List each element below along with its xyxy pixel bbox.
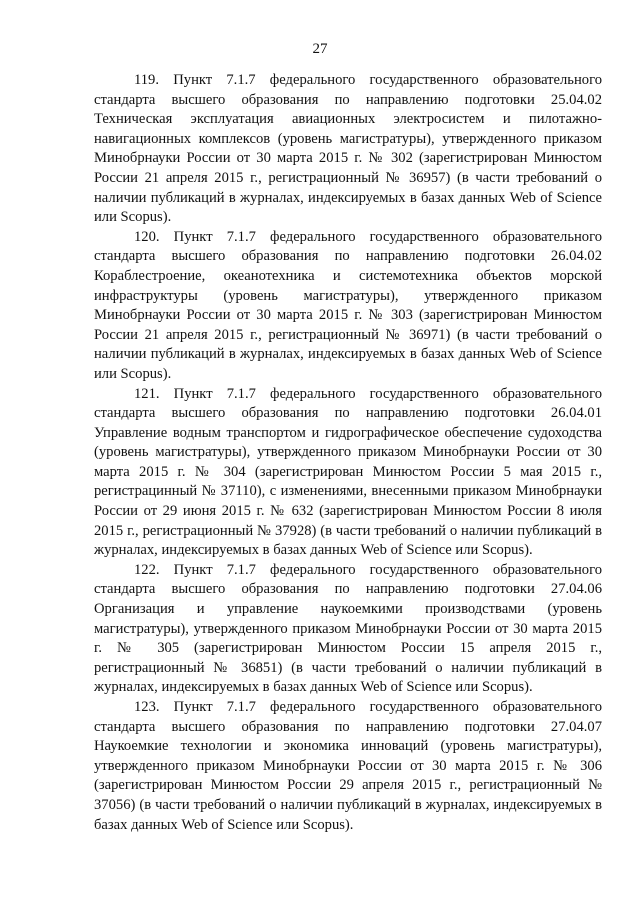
paragraph-120: 120. Пункт 7.1.7 федерального государственного образовательного стандарта высшего образования по направлению подготовки 26.04.02 Кораблестроение, океанотехника и системотехника объектов морской инфраструктуры (уровень магистратуры), утвержденного приказом Минобрнауки России от 30 марта 2015 г. № 303 (зарегистрирован Минюстом России 21 апреля 2015 г., регистрационный № 36971) (в части требований о наличии публикаций в журналах, индексируемых в базах данных Web of Science или Scopus).: [94, 228, 602, 382]
paragraph-119: 119. Пункт 7.1.7 федерального государственного образовательного стандарта высшего образования по направлению подготовки 25.04.02 Техническая эксплуатация авиационных электросистем и пилотажно-навигационных комплексов (уровень магистратуры), утвержденного приказом Минобрнауки России от 30 марта 2015 г. № 302 (зарегистрирован Минюстом России 21 апреля 2015 г., регистрационный № 36957) (в части требований о наличии публикаций в журналах, индексируемых в базах данных Web of Science или Scopus).: [94, 72, 602, 226]
page-number: 27: [312, 41, 328, 57]
document-body: [94, 71, 602, 835]
paragraph-122: 122. Пункт 7.1.7 федерального государственного образовательного стандарта высшего образования по направлению подготовки 27.04.06 Организация и управление наукоемкими производствами (уровень магистратуры), утвержденного приказом Минобрнауки России от 30 марта 2015 г. № 305 (зарегистрирован Минюстом России 15 апреля 2015 г., регистрационный № 36851) (в части требований о наличии публикаций в журналах, индексируемых в базах данных Web of Science или Scopus).: [94, 561, 602, 696]
paragraph-121: 121. Пункт 7.1.7 федерального государственного образовательного стандарта высшего образования по направлению подготовки 26.04.01 Управление водным транспортом и гидрографическое обеспечение судоходства (уровень магистратуры), утвержденного приказом Минобрнауки России от 30 марта 2015 г. № 304 (зарегистрирован Минюстом России 5 мая 2015 г., регистрацинный № 37110), с изменениями, внесенными приказом Минобрнауки России от 29 июня 2015 г. № 632 (зарегистрирован Минюстом России 8 июля 2015 г., регистрационный № 37928) (в части требований о наличии публикаций в журналах, индексируемых в базах данных Web of Science или Scopus).: [94, 385, 602, 559]
paragraph-123: 123. Пункт 7.1.7 федерального государственного образовательного стандарта высшего образования по направлению подготовки 27.04.07 Наукоемкие технологии и экономика инноваций (уровень магистратуры), утвержденного приказом Минобрнауки России от 30 марта 2015 г. № 306 (зарегистрирован Минюстом России 29 апреля 2015 г., регистрационный № 37056) (в части требований о наличии публикаций в журналах, индексируемых в базах данных Web of Science или Scopus).: [94, 699, 602, 833]
